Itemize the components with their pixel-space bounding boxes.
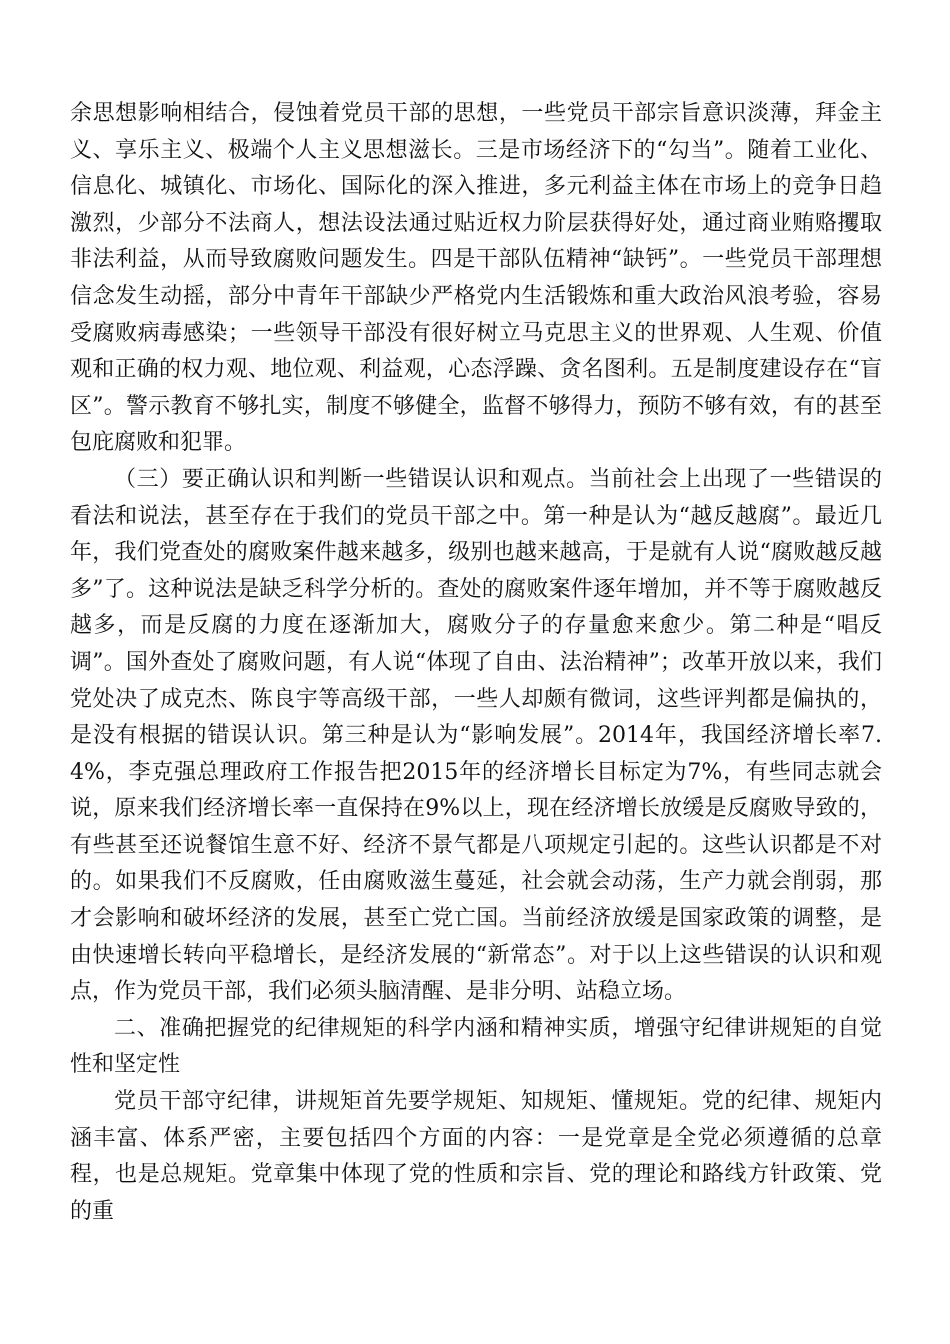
paragraph-corruption-causes: 余思想影响相结合，侵蚀着党员干部的思想，一些党员干部宗旨意识淡薄，拜金主义、享乐主义、极端个人主义思想滋长。三是市场经济下的“勾当”。随着工业化、信息化、城镇化、市场化、国际化的深入推进，多元利益主体在市场上的竞争日趋激烈，少部分不法商人，想法设法通过贴近权力阶层获得好处，通过商业贿赂攫取非法利益，从而导致腐败问题发生。四是干部队伍精神“缺钙”。一些党员干部理想信念发生动摇，部分中青年干部缺少严格党内生活锻炼和重大政治风浪考验，容易受腐败病毒感染；一些领导干部没有很好树立马克思主义的世界观、人生观、价值观和正确的权力观、地位观、利益观，心态浮躁、贪名图利。五是制度建设存在“盲区”。警示教育不够扎实，制度不够健全，监督不够得力，预防不够有效，有的甚至包庇腐败和犯罪。 (70, 101, 882, 456)
document-body (70, 96, 882, 1230)
paragraph-wrong-views: （三）要正确认识和判断一些错误认识和观点。当前社会上出现了一些错误的看法和说法，甚至存在于我们的党员干部之中。第一种是认为“越反越腐”。最近几年，我们党查处的腐败案件越来越多，级别也越来越高，于是就有人说“腐败越反越多”了。这种说法是缺乏科学分析的。查处的腐败案件逐年增加，并不等于腐败越反越多，而是反腐的力度在逐渐加大，腐败分子的存量愈来愈少。第二种是“唱反调”。国外查处了腐败问题，有人说“体现了自由、法治精神”；改革开放以来，我们党处决了成克杰、陈良宇等高级干部，一些人却颇有微词，这些评判都是偏执的，是没有根据的错误认识。第三种是认为“影响发展”。2014年，我国经济增长率7.4%，李克强总理政府工作报告把2015年的经济增长目标定为7%，有些同志就会说，原来我们经济增长率一直保持在9%以上，现在经济增长放缓是反腐败导致的，有些甚至还说餐馆生意不好、经济不景气都是八项规定引起的。这些认识都是不对的。如果我们不反腐败，任由腐败滋生蔓延，社会就会动荡，生产力就会削弱，那才会影响和破坏经济的发展，甚至亡党亡国。当前经济放缓是国家政策的调整，是由快速增长转向平稳增长，是经济发展的“新常态”。对于以上这些错误的认识和观点，作为党员干部，我们必须头脑清醒、是非分明、站稳立场。 (70, 466, 882, 1005)
section-heading-two: 二、准确把握党的纪律规矩的科学内涵和精神实质，增强守纪律讲规矩的自觉性和坚定性 (70, 1015, 882, 1078)
paragraph-party-rules: 党员干部守纪律，讲规矩首先要学规矩、知规矩、懂规矩。党的纪律、规矩内涵丰富、体系严密，主要包括四个方面的内容：一是党章是全党必须遵循的总章程，也是总规矩。党章集中体现了党的性质和宗旨、党的理论和路线方针政策、党的重 (70, 1089, 882, 1224)
